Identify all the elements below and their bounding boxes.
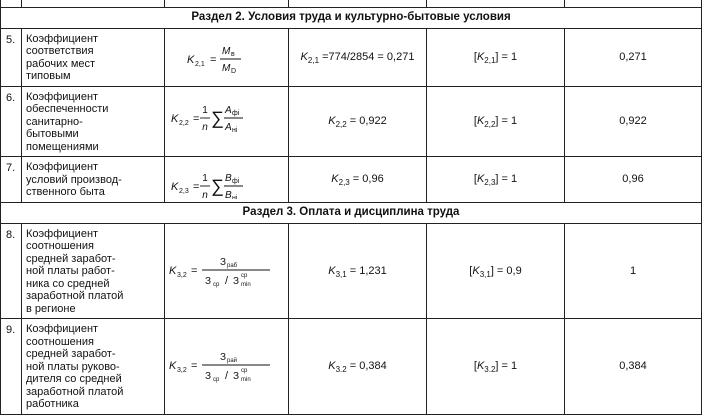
coefficient-name-line: Коэффициент (26, 323, 99, 335)
coefficient-name-line: Коэффициент (26, 32, 99, 45)
formula-denominator2-sup: ср (241, 272, 248, 279)
normative-value-variable: K (476, 50, 485, 63)
formula-lhs-sub: 2,1 (195, 60, 205, 68)
formula-denominator2-sub: min (241, 281, 251, 288)
formula-coef-num: 1 (202, 105, 208, 117)
coefficient-name-line: ной платы руково- (26, 360, 120, 373)
coefficient-name-line: бытовыми (26, 128, 79, 140)
formula-denominator-sub: D (231, 67, 237, 75)
formula-numerator-sub: рай (227, 358, 238, 365)
coefficient-name-line: типовым (26, 70, 71, 82)
normative-value-prefix: [ (473, 360, 477, 372)
formula-denominator-sub: ср (213, 377, 220, 384)
normative-value (427, 86, 565, 157)
formula-denominator: A (225, 122, 232, 134)
formula-numerator: M (222, 45, 231, 57)
formula-denominator2: З (233, 275, 240, 287)
coefficient-name-line: помещениями (26, 140, 99, 153)
calculated-value-expression: = 1,231 (346, 264, 387, 277)
calculated-value-subscript: 3,1 (335, 269, 347, 279)
coefficient-name-line: работника (26, 398, 79, 410)
table-row (1, 28, 702, 86)
normative-value-expression: ] = 0,9 (490, 264, 522, 277)
formula-lhs: K (171, 113, 179, 126)
formula-graphic (165, 329, 288, 403)
formula-lhs: K (169, 360, 177, 373)
row-number: 9. (1, 319, 22, 415)
calculated-value-subscript: 2,1 (307, 55, 320, 65)
formula-denominator-sub: нi (232, 127, 238, 135)
formula-coef-num: 1 (202, 172, 208, 184)
coefficient-name (22, 319, 165, 415)
formula-slash: / (225, 370, 229, 383)
table-row (1, 157, 702, 203)
formula-numerator: З (220, 352, 227, 364)
formula-lhs-sub: 2,3 (179, 187, 189, 195)
coefficient-name-line: санитарно- (26, 115, 83, 128)
formula-denominator-sub: ср (213, 281, 220, 288)
coefficient-name (22, 28, 165, 86)
section-2-header-row (1, 7, 702, 28)
normative-value-prefix: [ (473, 50, 477, 63)
coefficient-name-line: ника со средней (26, 277, 110, 290)
normative-value-prefix: [ (473, 115, 477, 127)
formula-denominator: З (205, 371, 212, 383)
normative-value-subscript: 3.2 (484, 365, 496, 374)
formula-lhs: K (169, 264, 177, 277)
formula-denominator: B (225, 189, 232, 199)
formula-denominator: З (205, 275, 212, 287)
formula-numerator-sub: фi (232, 110, 240, 118)
formula-graphic (165, 32, 288, 83)
formula-cell (165, 319, 289, 415)
calculated-value-subscript: 2,3 (338, 178, 350, 187)
formula-equals: = (210, 53, 217, 66)
formula-denominator2-sub: min (241, 377, 251, 384)
formula-denominator2: З (233, 371, 240, 383)
normative-value-expression: ] = 1 (495, 50, 518, 63)
formula-cell (165, 223, 289, 319)
normative-value-prefix: [ (473, 173, 477, 185)
normative-value-variable: K (476, 115, 485, 127)
formula-cell (165, 86, 289, 157)
calculated-value-expression: = 0,922 (346, 115, 387, 127)
table-row (1, 223, 702, 319)
formula-numerator-sub: фi (232, 177, 240, 185)
normative-value-subscript: 2,2 (484, 120, 496, 129)
coefficient-name (22, 223, 165, 319)
coefficient-name-line: соотношения (26, 335, 94, 348)
coefficient-name-line: средней заработ- (26, 348, 116, 360)
row-number: 7. (1, 157, 22, 203)
coefficient-name (22, 86, 165, 157)
formula-cell (165, 157, 289, 203)
normative-value-expression: ] = 1 (495, 173, 518, 185)
coefficient-name-line: Коэффициент (26, 227, 99, 240)
sum-sign: ∑ (211, 108, 224, 129)
formula-equals: = (193, 113, 200, 126)
coefficient-name-line: соотношения (26, 240, 94, 252)
coefficient-name (22, 157, 165, 203)
calculated-value-variable: K (300, 50, 308, 63)
formula-lhs-sub: 3,2 (177, 271, 187, 279)
calculated-value (289, 223, 427, 319)
coefficient-name-line: соответствия (26, 45, 94, 57)
formula-numerator: B (225, 172, 232, 184)
normative-value (427, 223, 565, 319)
formula-equals: = (193, 180, 200, 193)
formula-denominator-sub: нi (232, 194, 238, 199)
formula-denominator2-sup: ср (241, 368, 248, 375)
coefficient-name-line: условий производ- (26, 173, 122, 186)
formula-graphic (165, 234, 288, 308)
result-value: 0,922 (565, 86, 702, 157)
formula-lhs: K (187, 53, 195, 66)
formula-coef-den: n (202, 122, 208, 134)
coefficient-name-line: заработной платой (26, 290, 124, 302)
coefficient-name-line: ственного быта (26, 186, 105, 198)
result-value: 0,271 (565, 28, 702, 86)
formula-lhs-sub: 2,2 (179, 120, 189, 128)
result-value: 0,96 (565, 157, 702, 203)
formula-numerator-sub: в (231, 50, 235, 58)
coefficient-name-line: дителя со средней (26, 373, 122, 385)
formula-numerator: З (220, 256, 227, 268)
table-top-row (1, 0, 702, 7)
formula-graphic (165, 92, 288, 150)
formula-numerator-sub: раб (227, 262, 238, 269)
coefficient-name-line: ной платы работ- (26, 265, 115, 277)
row-number: 6. (1, 86, 22, 157)
normative-value-subscript: 2,1 (484, 55, 496, 65)
calculated-value (289, 157, 427, 203)
section-2-title: Раздел 2. Условия труда и культурно-бытовые условия (1, 7, 702, 28)
normative-value-expression: ] = 1 (495, 360, 518, 372)
calculated-value-variable: K (328, 115, 336, 127)
formula-graphic (165, 160, 288, 199)
normative-value-subscript: 3,1 (479, 269, 491, 279)
calculated-value-variable: K (331, 173, 339, 185)
normative-value-expression: ] = 1 (495, 115, 518, 127)
section-3-title: Раздел 3. Оплата и дисциплина труда (1, 202, 702, 223)
coefficient-name-line: в регионе (26, 302, 76, 315)
calculated-value-expression: = 0,96 (349, 173, 384, 185)
calculated-value-expression: =774/2854 = 0,271 (319, 50, 415, 63)
normative-value (427, 319, 565, 415)
formula-equals: = (191, 360, 198, 373)
coefficient-name-line: обеспеченности (26, 103, 109, 115)
coefficient-name-line: заработной платой (26, 385, 124, 398)
row-number: 5. (1, 28, 22, 86)
section-3-header-row (1, 202, 702, 223)
calculated-value-subscript: 3.2 (335, 365, 347, 374)
formula-denominator: M (222, 62, 231, 74)
coefficient-name-line: Коэффициент (26, 161, 99, 173)
formula-lhs: K (171, 180, 179, 193)
formula-lhs-sub: 3,2 (177, 367, 187, 375)
table-row (1, 86, 702, 157)
formula-cell (165, 28, 289, 86)
coefficient-name-line: рабочих мест (26, 57, 96, 70)
normative-value-prefix: [ (469, 264, 473, 277)
result-value: 0,384 (565, 319, 702, 415)
calculated-value (289, 28, 427, 86)
calculated-value-expression: = 0,384 (346, 360, 387, 372)
normative-value (427, 157, 565, 203)
table-row (1, 319, 702, 415)
formula-numerator: A (225, 105, 232, 117)
normative-value (427, 28, 565, 86)
calculated-value-variable: K (328, 264, 336, 277)
calculated-value (289, 319, 427, 415)
normative-value-variable: K (476, 360, 485, 372)
normative-value-variable: K (476, 173, 485, 185)
normative-value-variable: K (472, 264, 480, 277)
calculated-value-variable: K (328, 360, 336, 372)
coefficient-name-line: Коэффициент (26, 90, 99, 103)
formula-equals: = (191, 264, 198, 277)
coefficient-name-line: средней заработ- (26, 252, 116, 265)
row-number: 8. (1, 223, 22, 319)
formula-slash: / (225, 274, 229, 287)
result-value: 1 (565, 223, 702, 319)
formula-coef-den: n (202, 189, 208, 199)
sum-sign: ∑ (211, 175, 224, 196)
calculated-value (289, 86, 427, 157)
normative-value-subscript: 2,3 (484, 178, 496, 187)
calculated-value-subscript: 2,2 (335, 120, 347, 129)
